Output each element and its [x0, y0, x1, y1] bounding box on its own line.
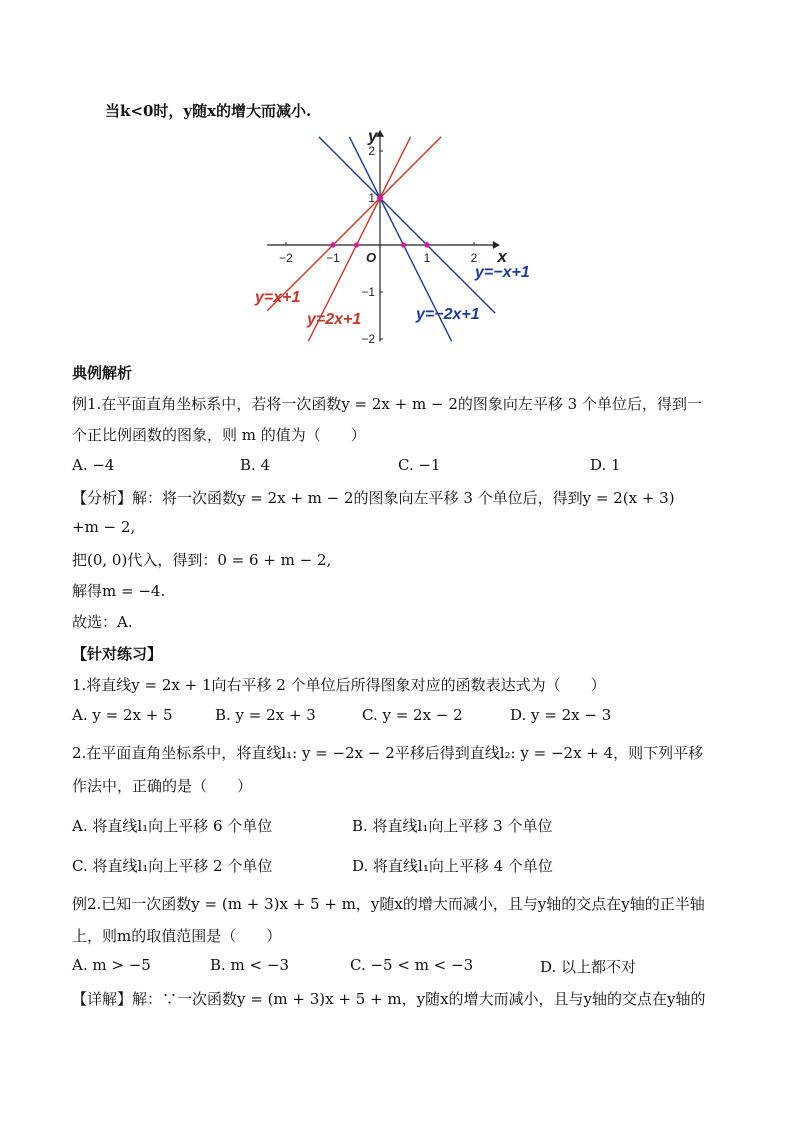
line-label-2: y=2x+1	[307, 311, 362, 328]
example2-option-c: C. −5 < m < −3	[350, 956, 474, 974]
example1-analysis-line4: 解得m = −4.	[72, 582, 166, 600]
practice2-option-a: A. 将直线l₁向上平移 6 个单位	[72, 817, 273, 835]
practice1-option-a: A. y = 2x + 5	[72, 706, 173, 724]
y-tick-label: 2	[368, 144, 375, 158]
example2-option-d: D. 以上都不对	[540, 958, 637, 976]
function-graph	[250, 130, 550, 350]
y-tick-label: −2	[361, 332, 375, 346]
example1-option-a: A. −4	[72, 456, 115, 474]
example1-question-line2: 个正比例函数的图象，则 m 的值为（ ）	[72, 426, 366, 444]
practice2-question-line1: 2.在平面直角坐标系中，将直线l₁: y = −2x − 2平移后得到直线l₂: y = −2x + 4，则下列平移	[72, 744, 704, 762]
section-title-practice: 【针对练习】	[72, 645, 163, 663]
practice1-question: 1.将直线y = 2x + 1向右平移 2 个单位后所得图象对应的函数表达式为（ ）	[72, 676, 606, 694]
x-intercept-marker	[424, 242, 429, 247]
x-axis-label: x	[497, 247, 507, 266]
x-tick-label: −2	[279, 251, 293, 265]
example2-option-a: A. m > −5	[72, 956, 151, 974]
example1-analysis-line5: 故选：A.	[72, 613, 133, 631]
example2-option-b: B. m < −3	[210, 956, 289, 974]
example2-question-line2: 上，则m的取值范围是（ ）	[72, 927, 282, 945]
y-tick-label: −1	[361, 285, 375, 299]
practice2-option-d: D. 将直线l₁向上平移 4 个单位	[352, 857, 553, 875]
example1-option-c: C. −1	[398, 456, 441, 474]
intro-text: 当k<0时，y随x的增大而减小.	[105, 102, 312, 120]
origin-label: O	[366, 250, 377, 265]
practice1-option-b: B. y = 2x + 3	[215, 706, 316, 724]
example1-analysis-line3: 把(0, 0)代入，得到：0 = 6 + m − 2,	[72, 551, 332, 569]
example1-option-b: B. 4	[240, 456, 271, 474]
example1-analysis-line1: 【分析】解：将一次函数y = 2x + m − 2的图象向左平移 3 个单位后，得到y = 2(x + 3)	[72, 489, 675, 507]
line-label-3: y=−x+1	[475, 264, 530, 281]
x-intercept-marker	[354, 242, 359, 247]
example1-question-line1: 例1.在平面直角坐标系中，若将一次函数y = 2x + m − 2的图象向左平移 3 个单位后，得到一	[72, 395, 702, 413]
practice2-question-line2: 作法中，正确的是（ ）	[72, 777, 253, 795]
practice1-option-d: D. y = 2x − 3	[510, 706, 612, 724]
y-axis-label: y	[368, 130, 378, 146]
line-label-4: y=−2x+1	[416, 306, 480, 323]
section-title-examples: 典例解析	[72, 364, 133, 382]
x-intercept-marker	[330, 242, 335, 247]
example2-question-line1: 例2.已知一次函数y = (m + 3)x + 5 + m，y随x的增大而减小，且与y轴的交点在y轴的正半轴	[72, 895, 705, 913]
practice2-option-b: B. 将直线l₁向上平移 3 个单位	[352, 817, 553, 835]
y-tick-label: 1	[368, 191, 375, 205]
example2-detail-line1: 【详解】解：∵一次函数y = (m + 3)x + 5 + m，y随x的增大而减小，且与y轴的交点在y轴的	[72, 990, 706, 1008]
line-3	[319, 137, 495, 313]
x-tick-label: 1	[423, 251, 431, 265]
example1-option-d: D. 1	[590, 456, 621, 474]
practice2-option-c: C. 将直线l₁向上平移 2 个单位	[72, 857, 273, 875]
x-tick-label: −1	[326, 251, 340, 265]
practice1-option-c: C. y = 2x − 2	[362, 706, 463, 724]
x-tick-label: 2	[470, 251, 478, 265]
example1-analysis-line2: +m − 2,	[72, 518, 136, 536]
line-1	[267, 137, 441, 311]
y-intercept-marker	[377, 195, 383, 201]
x-intercept-marker	[401, 242, 406, 247]
line-label-1: y=x+1	[255, 289, 301, 306]
